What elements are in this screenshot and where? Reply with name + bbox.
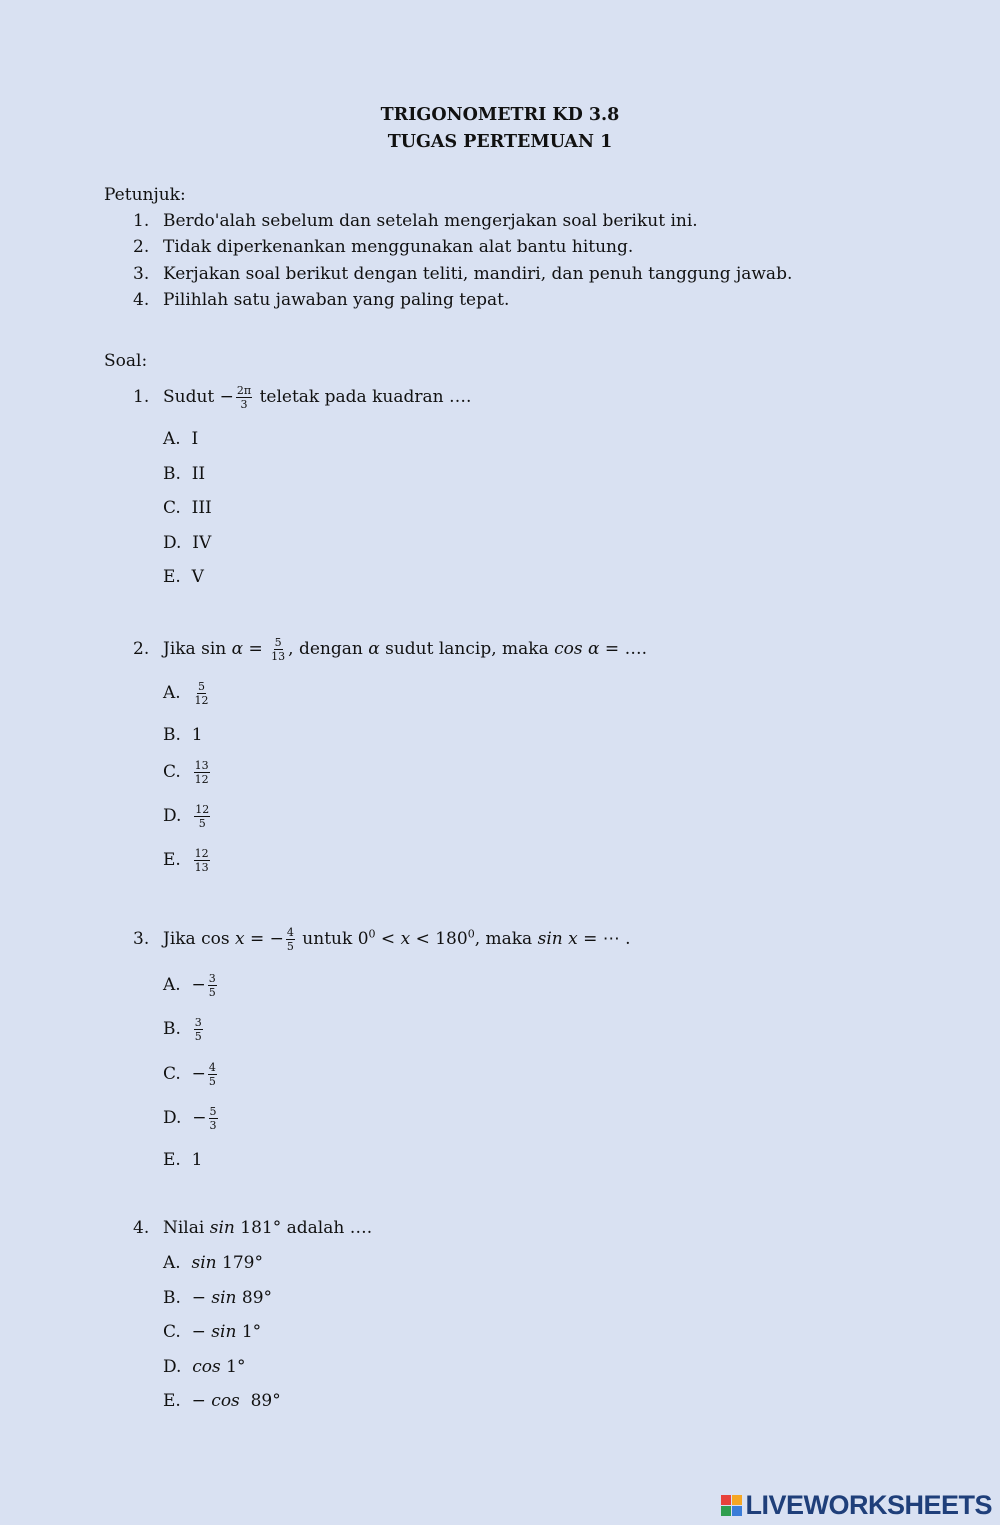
brand-name: LIVEWORKSHEETS	[745, 1489, 992, 1520]
fraction: $\frac{5}{13}$	[271, 636, 286, 663]
liveworksheets-icon	[721, 1495, 742, 1516]
option-3e[interactable]: E. 1	[163, 1150, 203, 1170]
option-3b[interactable]: B. $\frac{3}{5}$	[163, 1016, 202, 1043]
option-2c[interactable]: C. $\frac{13}{12}$	[163, 759, 209, 786]
option-4d[interactable]: D. cos 1°	[163, 1357, 246, 1377]
fraction: $\frac{4}{5}$	[286, 926, 294, 953]
option-3a[interactable]: A. − $\frac{3}{5}$	[163, 972, 216, 999]
instruction-item: 1. Berdo'alah sebelum dan setelah mengerjakan soal berikut ini.	[133, 211, 698, 231]
option-3c[interactable]: C. − $\frac{4}{5}$	[163, 1061, 216, 1088]
option-4a[interactable]: A. sin 179°	[163, 1253, 263, 1273]
option-1d[interactable]: D. IV	[163, 533, 212, 553]
option-2b[interactable]: B. 1	[163, 725, 203, 745]
instruction-item: 4. Pilihlah satu jawaban yang paling tepat.	[133, 290, 510, 310]
option-3d[interactable]: D. − $\frac{5}{3}$	[163, 1105, 217, 1132]
document-title: TRIGONOMETRI KD 3.8	[380, 105, 620, 125]
option-2e[interactable]: E. $\frac{12}{13}$	[163, 847, 209, 874]
option-1c[interactable]: C. III	[163, 498, 212, 518]
instruction-item: 2. Tidak diperkenankan menggunakan alat bantu hitung.	[133, 237, 634, 257]
option-2d[interactable]: D. $\frac{12}{5}$	[163, 803, 210, 830]
option-4c[interactable]: C. − sin 1°	[163, 1322, 262, 1342]
instructions-heading: Petunjuk:	[104, 185, 186, 205]
liveworksheets-logo[interactable]	[721, 1491, 992, 1519]
questions-heading: Soal:	[104, 351, 148, 371]
option-1b[interactable]: B. II	[163, 464, 206, 484]
instruction-item: 3. Kerjakan soal berikut dengan teliti, mandiri, dan penuh tanggung jawab.	[133, 264, 793, 284]
option-1a[interactable]: A. I	[163, 429, 199, 449]
question-4: 4. Nilai sin 181° adalah ….	[133, 1218, 373, 1238]
option-4e[interactable]: E. − cos 89°	[163, 1391, 281, 1411]
question-2: 2. Jika sin α = $\frac{5}{13}$ , dengan α sudut lancip, maka cos α = ….	[133, 636, 647, 663]
option-1e[interactable]: E. V	[163, 567, 204, 587]
question-1: 1. Sudut − $\frac{2\pi}{3}$ teletak pada kuadran ….	[133, 384, 472, 411]
option-2a[interactable]: A. $\frac{5}{12}$	[163, 680, 209, 707]
option-4b[interactable]: B. − sin 89°	[163, 1288, 273, 1308]
document-subtitle: TUGAS PERTEMUAN 1	[387, 132, 613, 152]
fraction: $\frac{2\pi}{3}$	[236, 384, 252, 411]
question-3: 3. Jika cos x = − $\frac{4}{5}$ untuk $0^0 < x < 180^0$, maka sin x = ⋯ .	[133, 926, 631, 953]
